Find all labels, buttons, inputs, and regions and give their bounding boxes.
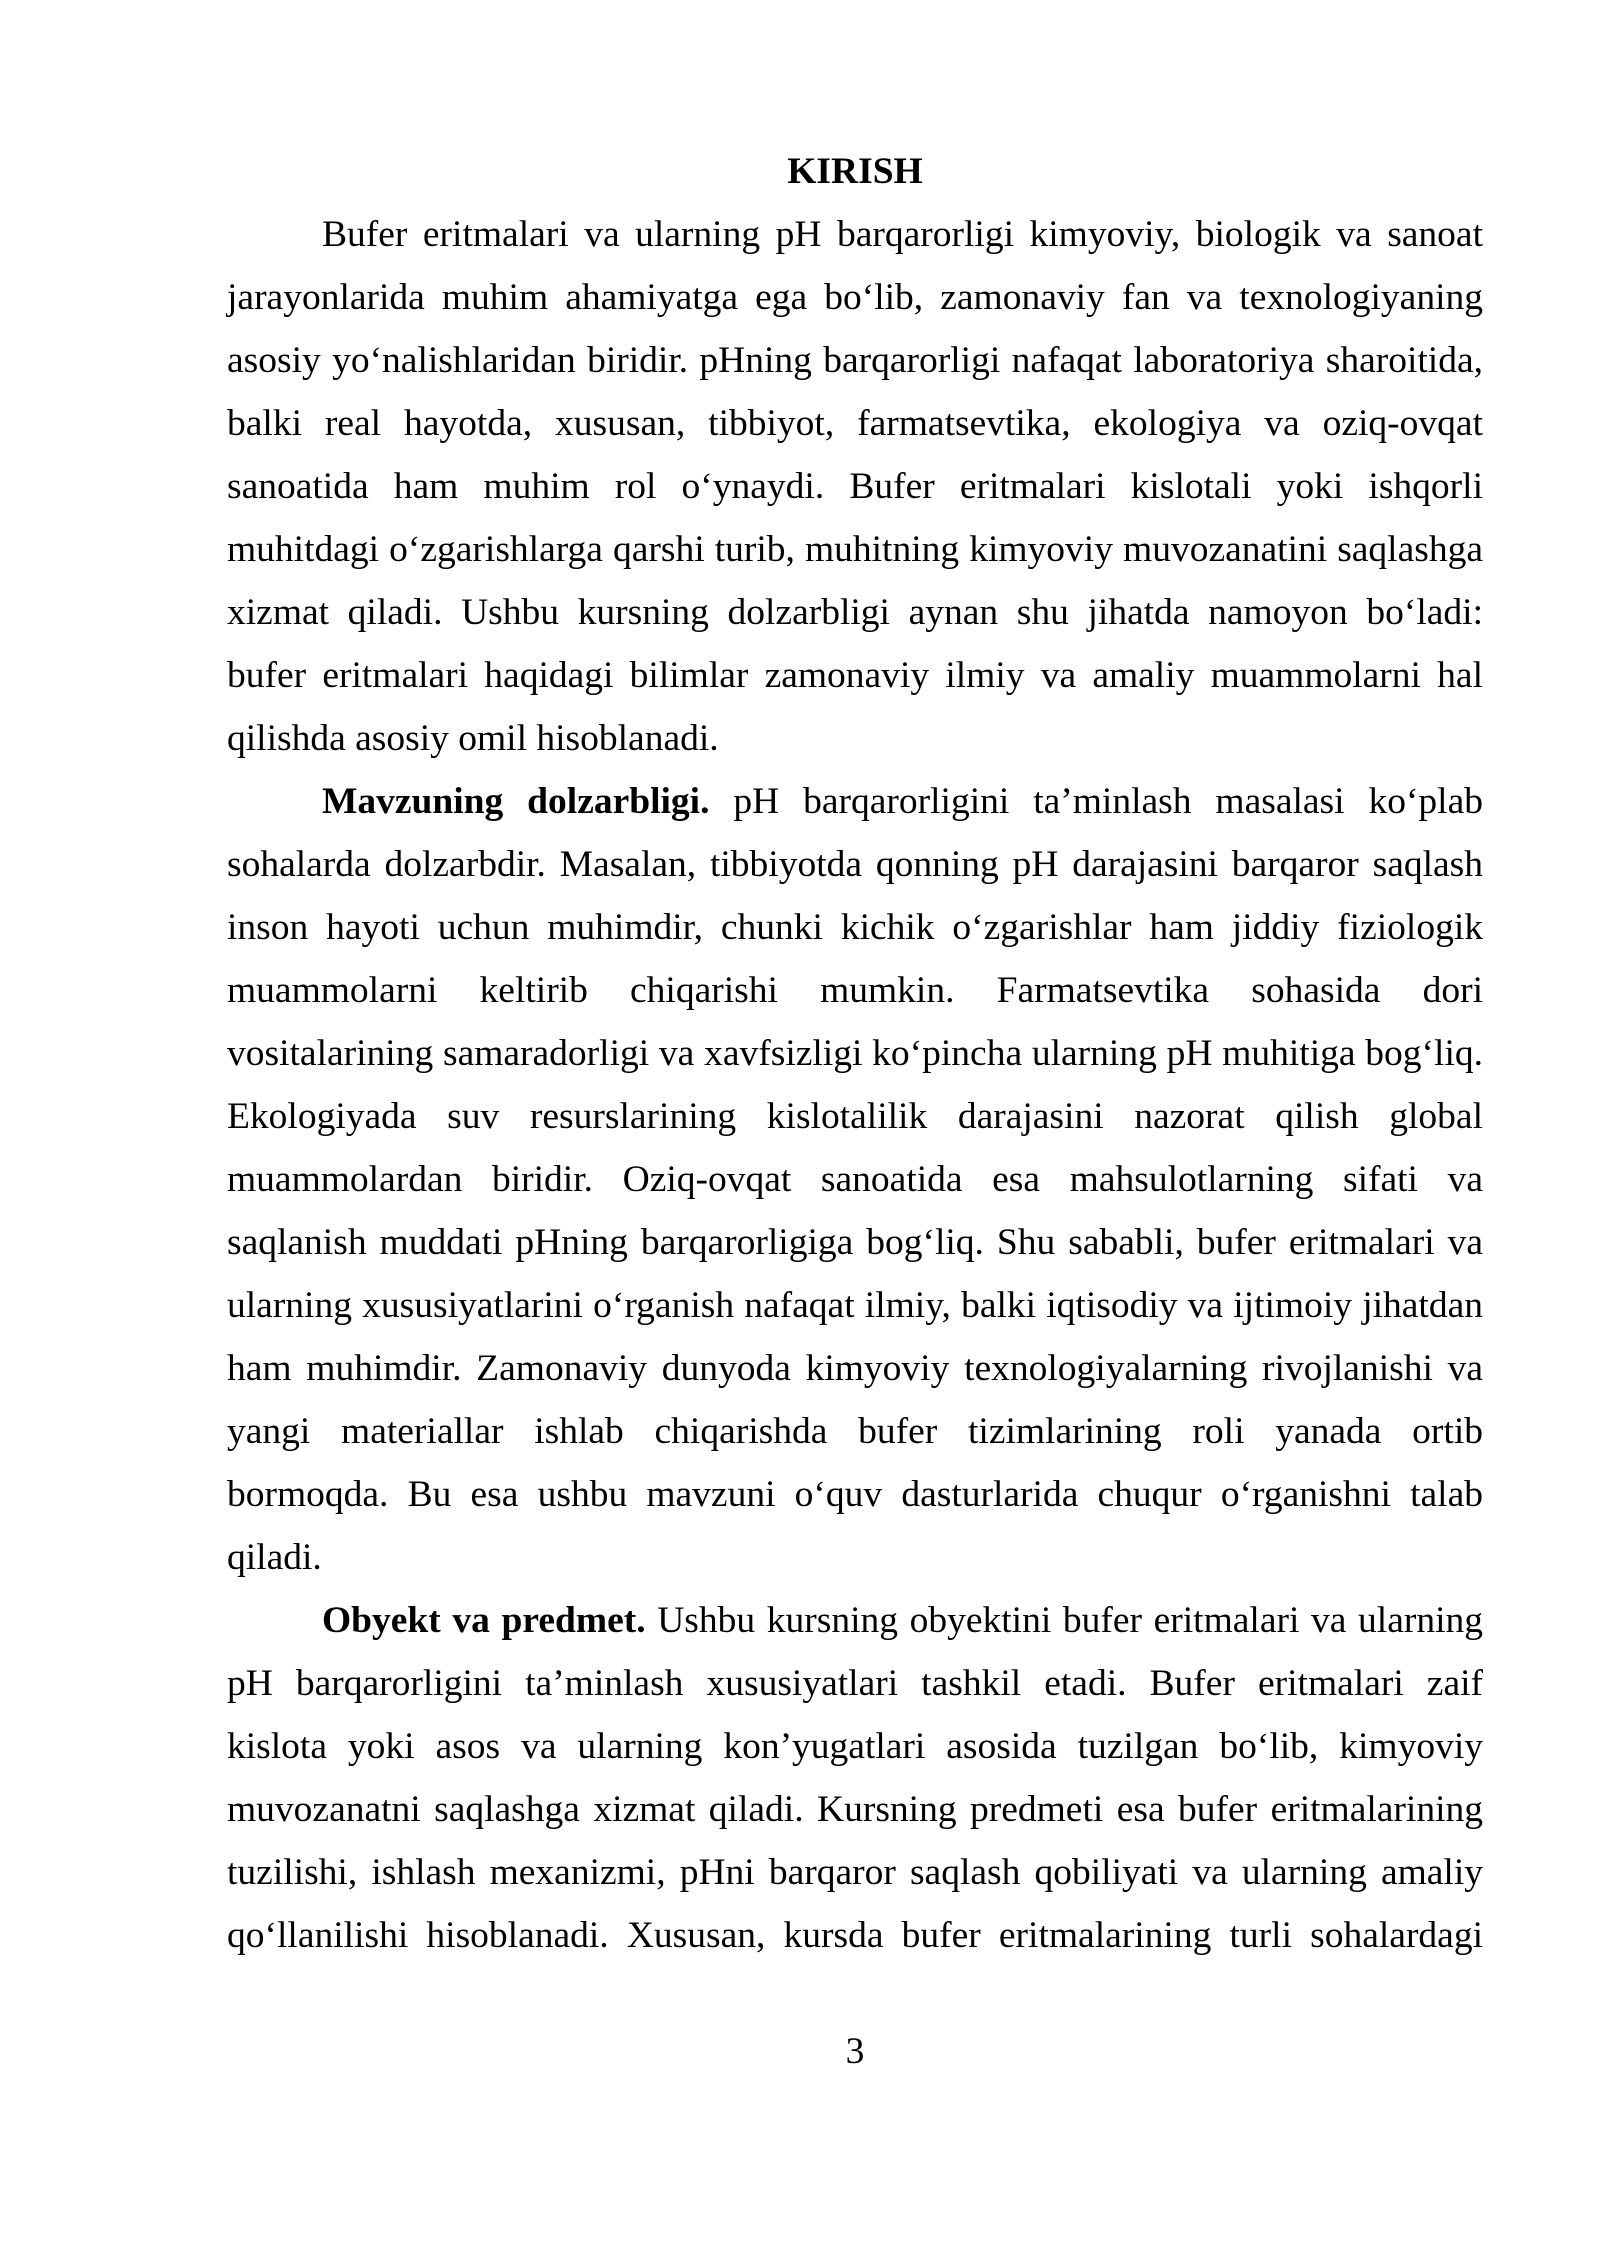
page-title: KIRISH xyxy=(787,151,923,192)
text-line: muammolardan biridir. Oziq-ovqat sanoatida esa mahsulotlarning sifati va xyxy=(227,1159,1483,1200)
paragraph-lead: Mavzuning dolzarbligi. xyxy=(322,781,710,822)
text-line: inson hayoti uchun muhimdir, chunki kichik o‘zgarishlar ham jiddiy fiziologik xyxy=(227,907,1483,948)
paragraph xyxy=(227,203,1483,770)
text-line: asosiy yo‘nalishlaridan biridir. pHning barqarorligi nafaqat laboratoriya sharoitida, xyxy=(227,340,1483,381)
text-line: tuzilishi, ishlash mexanizmi, pHni barqaror saqlash qobiliyati va ularning amaliy xyxy=(227,1852,1483,1893)
paragraph-lead: Obyekt va predmet. xyxy=(322,1600,646,1641)
text-line-rest: Ushbu kursning obyektini bufer eritmalari va ularning xyxy=(657,1600,1483,1641)
text-line: kislota yoki asos va ularning kon’yugatlari asosida tuzilgan bo‘lib, kimyoviy xyxy=(227,1726,1483,1767)
text-line-rest: pH barqarorligini ta’minlash masalasi ko‘plab xyxy=(733,781,1483,822)
text-line: jarayonlarida muhim ahamiyatga ega bo‘lib, zamonaviy fan va texnologiyaning xyxy=(227,277,1483,318)
paragraphs xyxy=(227,203,1483,1967)
text-line: yangi materiallar ishlab chiqarishda bufer tizimlarining roli yanada ortib xyxy=(227,1411,1483,1452)
text-line: xizmat qiladi. Ushbu kursning dolzarbligi aynan shu jihatda namoyon bo‘ladi: xyxy=(227,592,1483,633)
document-page-content xyxy=(227,140,1483,1967)
text-line: qilishda asosiy omil hisoblanadi. xyxy=(227,718,719,759)
text-line: bufer eritmalari haqidagi bilimlar zamonaviy ilmiy va amaliy muammolarni hal xyxy=(227,655,1483,696)
text-line: vositalarining samaradorligi va xavfsizligi ko‘pincha ularning pH muhitiga bog‘liq. xyxy=(227,1033,1483,1074)
paragraph xyxy=(227,770,1483,1589)
text-line: saqlanish muddati pHning barqarorligiga bog‘liq. Shu sababli, bufer eritmalari va xyxy=(227,1222,1483,1263)
text-line: pH barqarorligini ta’minlash xususiyatlari tashkil etadi. Bufer eritmalari zaif xyxy=(227,1663,1483,1704)
text-line: muhitdagi o‘zgarishlarga qarshi turib, muhitning kimyoviy muvozanatini saqlashga xyxy=(227,529,1483,570)
text-line: muammolarni keltirib chiqarishi mumkin. Farmatsevtika sohasida dori xyxy=(227,970,1483,1011)
text-line: balki real hayotda, xususan, tibbiyot, farmatsevtika, ekologiya va oziq-ovqat xyxy=(227,403,1483,444)
text-line: ularning xususiyatlarini o‘rganish nafaqat ilmiy, balki iqtisodiy va ijtimoiy jihatdan xyxy=(227,1285,1483,1326)
text-line: bormoqda. Bu esa ushbu mavzuni o‘quv dasturlarida chuqur o‘rganishni talab xyxy=(227,1474,1483,1515)
text-line: qo‘llanilishi hisoblanadi. Xususan, kursda bufer eritmalarining turli sohalardagi xyxy=(227,1915,1483,1956)
text-line: qiladi. xyxy=(227,1537,322,1578)
text-line: sanoatida ham muhim rol o‘ynaydi. Bufer eritmalari kislotali yoki ishqorli xyxy=(227,466,1483,507)
text-line: Ekologiyada suv resurslarining kislotalilik darajasini nazorat qilish global xyxy=(227,1096,1483,1137)
text-line xyxy=(227,1589,1483,1652)
text-line: muvozanatni saqlashga xizmat qiladi. Kursning predmeti esa bufer eritmalarining xyxy=(227,1789,1483,1830)
text-line: ham muhimdir. Zamonaviy dunyoda kimyoviy texnologiyalarning rivojlanishi va xyxy=(227,1348,1483,1389)
paragraph xyxy=(227,1589,1483,1967)
text-line: sohalarda dolzarbdir. Masalan, tibbiyotda qonning pH darajasini barqaror saqlash xyxy=(227,844,1483,885)
text-line: Bufer eritmalari va ularning pH barqarorligi kimyoviy, biologik va sanoat xyxy=(322,214,1483,255)
page-number: 3 xyxy=(845,2031,865,2072)
text-line xyxy=(227,770,1483,833)
